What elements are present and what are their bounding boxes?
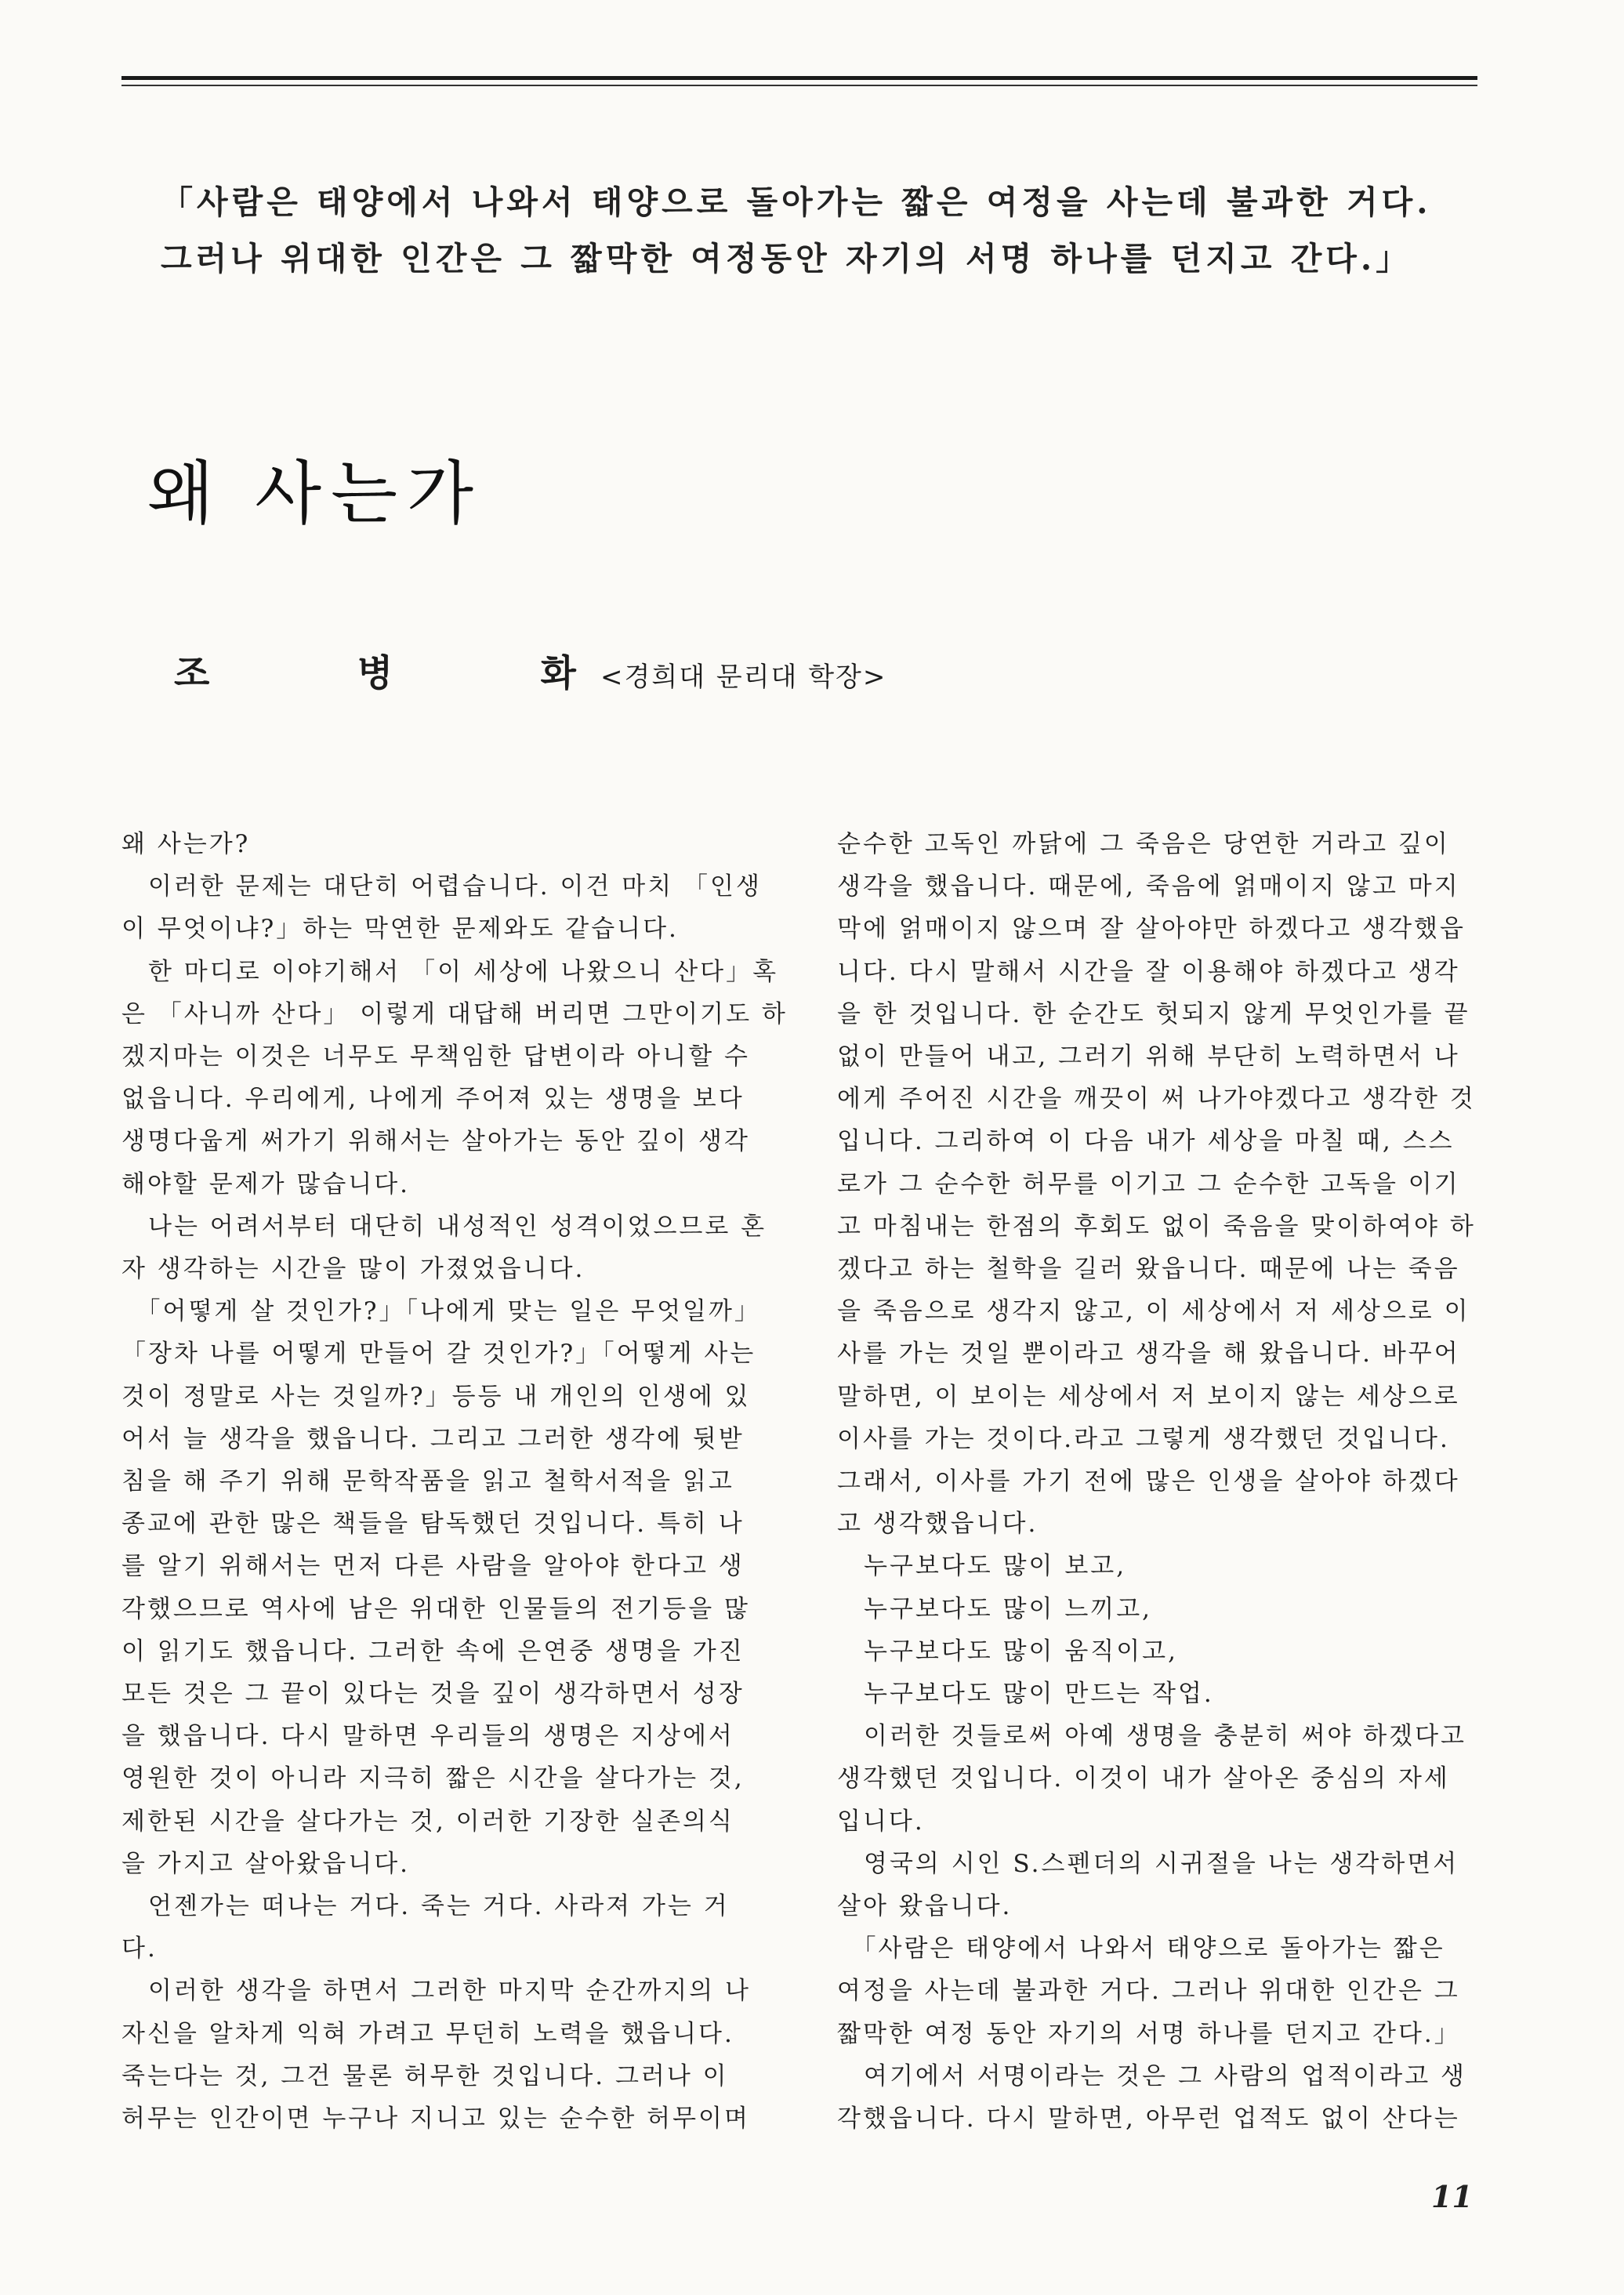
epigraph (161, 174, 1493, 287)
text-line: 왜 사는가? (121, 830, 251, 858)
text-line: 한 마디로 이야기해서 「이 세상에 나왔으니 산다」혹 (121, 957, 779, 986)
epigraph-line: 「사람은 태양에서 나와서 태양으로 돌아가는 짧은 여정을 사는데 불과한 거다. (161, 183, 1432, 221)
text-line: 이러한 것들로써 아예 생명을 충분히 써야 하겠다고 (837, 1722, 1466, 1751)
top-rule (121, 76, 1477, 80)
text-line: 그래서, 이사를 가기 전에 많은 인생을 살아야 하겠다 (837, 1467, 1460, 1496)
text-line: 자신을 알차게 익혀 가려고 무던히 노력을 했읍니다. (121, 2019, 734, 2048)
text-line: 생각을 했읍니다. 때문에, 죽음에 얽매이지 않고 마지 (837, 872, 1460, 901)
text-line: 각했읍니다. 다시 말하면, 아무런 업적도 없이 산다는 (837, 2105, 1460, 2134)
text-line: 이 무엇이냐?」하는 막연한 문제와도 같습니다. (121, 915, 679, 944)
text-line: 고 생각했읍니다. (837, 1510, 1039, 1539)
text-line: 허무는 인간이면 누구나 지니고 있는 순수한 허무이며 (121, 2105, 750, 2134)
text-line: 이 읽기도 했읍니다. 그러한 속에 은연중 생명을 가진 (121, 1637, 745, 1666)
text-line: 어서 늘 생각을 했읍니다. 그리고 그러한 생각에 뒷받 (121, 1424, 745, 1453)
text-line: 죽는다는 것, 그건 물론 허무한 것입니다. 그러나 이 (121, 2061, 729, 2090)
text-line: 언젠가는 떠나는 거다. 죽는 거다. 사라져 가는 거 (121, 1892, 730, 1921)
text-line: 모든 것은 그 끝이 있다는 것을 깊이 생각하면서 성장 (121, 1680, 745, 1709)
text-line: 를 알기 위해서는 먼저 다른 사람을 알아야 한다고 생 (121, 1552, 745, 1581)
text-line: 생각했던 것입니다. 이것이 내가 살아온 중심의 자세 (837, 1764, 1450, 1793)
text-line: 은 「사니까 산다」 이렇게 대답해 버리면 그만이기도 하 (121, 999, 788, 1028)
text-line: 을 한 것입니다. 한 순간도 헛되지 않게 무엇인가를 끝 (837, 999, 1470, 1028)
article-title: 왜 사는가 (147, 453, 484, 534)
text-line: 고 마침내는 한점의 후회도 없이 죽음을 맞이하여야 하 (837, 1212, 1476, 1241)
text-line: 막에 얽매이지 않으며 잘 살아야만 하겠다고 생각했읍 (837, 915, 1466, 944)
right-column (837, 823, 1488, 2140)
text-line: 을 가지고 살아왔읍니다. (121, 1849, 411, 1878)
author-line (174, 644, 886, 697)
text-line: 니다. 다시 말해서 시간을 잘 이용해야 하겠다고 생각 (837, 957, 1460, 986)
text-line: 없읍니다. 우리에게, 나에게 주어져 있는 생명을 보다 (121, 1085, 745, 1114)
text-line: 해야할 문제가 많습니다. (121, 1169, 411, 1198)
text-line: 사를 가는 것일 뿐이라고 생각을 해 왔읍니다. 바꾸어 (837, 1340, 1460, 1369)
text-line: 말하면, 이 보이는 세상에서 저 보이지 않는 세상으로 (837, 1382, 1460, 1411)
text-line: 여정을 사는데 불과한 거다. 그러나 위대한 인간은 그 (837, 1977, 1460, 2006)
text-line: 「어떻게 살 것인가?」「나에게 맞는 일은 무엇일까」 (121, 1297, 761, 1326)
text-line: 겠다고 하는 철학을 길러 왔읍니다. 때문에 나는 죽음 (837, 1255, 1460, 1284)
text-line: 이러한 생각을 하면서 그러한 마지막 순간까지의 나 (121, 1977, 751, 2006)
text-line: 입니다. (837, 1807, 925, 1836)
text-line: 이러한 문제는 대단히 어렵습니다. 이건 마치 「인생 (121, 872, 762, 901)
text-line: 누구보다도 많이 보고, (837, 1552, 1127, 1581)
text-line: 을 했읍니다. 다시 말하면 우리들의 생명은 지상에서 (121, 1722, 734, 1751)
epigraph-line: 그러나 위대한 인간은 그 짧막한 여정동안 자기의 서명 하나를 던지고 간다.」 (161, 240, 1412, 277)
text-line: 영원한 것이 아니라 지극히 짧은 시간을 살다가는 것, (121, 1764, 745, 1793)
text-line: 로가 그 순수한 허무를 이기고 그 순수한 고독을 이기 (837, 1169, 1460, 1198)
text-line: 영국의 시인 S.스펜더의 시귀절을 나는 생각하면서 (837, 1849, 1459, 1878)
text-line: 누구보다도 많이 느끼고, (837, 1594, 1153, 1623)
text-line: 에게 주어진 시간을 깨끗이 써 나가야겠다고 생각한 것 (837, 1085, 1476, 1114)
left-column (121, 823, 788, 2140)
page-number: 11 (1431, 2179, 1473, 2214)
text-line: 것이 정말로 사는 것일까?」등등 내 개인의 인생에 있 (121, 1382, 751, 1411)
author-affiliation: <경희대 문리대 학장> (600, 662, 887, 693)
author-name: 조 병 화 (174, 652, 643, 695)
text-line: 다. (121, 1934, 158, 1963)
text-line: 을 죽음으로 생각지 않고, 이 세상에서 저 세상으로 이 (837, 1297, 1470, 1326)
text-line: 이사를 가는 것이다.라고 그렇게 생각했던 것입니다. (837, 1424, 1450, 1453)
text-line: 나는 어려서부터 대단히 내성적인 성격이었으므로 혼 (121, 1212, 767, 1241)
text-line: 살아 왔읍니다. (837, 1892, 1013, 1921)
text-line: 겠지마는 이것은 너무도 무책임한 답변이라 아니할 수 (121, 1042, 750, 1071)
text-line: 제한된 시간을 살다가는 것, 이러한 기장한 실존의식 (121, 1807, 734, 1836)
text-line: 누구보다도 많이 만드는 작업. (837, 1680, 1214, 1709)
text-line: 순수한 고독인 까닭에 그 죽음은 당연한 거라고 깊이 (837, 830, 1450, 858)
text-line: 「장차 나를 어떻게 만들어 갈 것인가?」「어떻게 사는 (121, 1340, 756, 1369)
text-line: 「사람은 태양에서 나와서 태양으로 돌아가는 짧은 (837, 1934, 1445, 1963)
text-line: 종교에 관한 많은 책들을 탐독했던 것입니다. 특히 나 (121, 1510, 745, 1539)
text-line: 각했으므로 역사에 남은 위대한 인물들의 전기등을 많 (121, 1594, 750, 1623)
text-line: 누구보다도 많이 움직이고, (837, 1637, 1178, 1666)
top-rule-thin (121, 85, 1477, 86)
text-line: 여기에서 서명이라는 것은 그 사람의 업적이라고 생 (837, 2061, 1466, 2090)
text-line: 자 생각하는 시간을 많이 가졌었읍니다. (121, 1255, 585, 1284)
text-line: 침을 해 주기 위해 문학작품을 읽고 철학서적을 읽고 (121, 1467, 734, 1496)
text-line: 입니다. 그리하여 이 다음 내가 세상을 마칠 때, 스스 (837, 1127, 1455, 1156)
text-line: 생명다웁게 써가기 위해서는 살아가는 동안 깊이 생각 (121, 1127, 750, 1156)
text-line: 짧막한 여정 동안 자기의 서명 하나를 던지고 간다.」 (837, 2019, 1461, 2048)
text-line: 없이 만들어 내고, 그러기 위해 부단히 노력하면서 나 (837, 1042, 1460, 1071)
